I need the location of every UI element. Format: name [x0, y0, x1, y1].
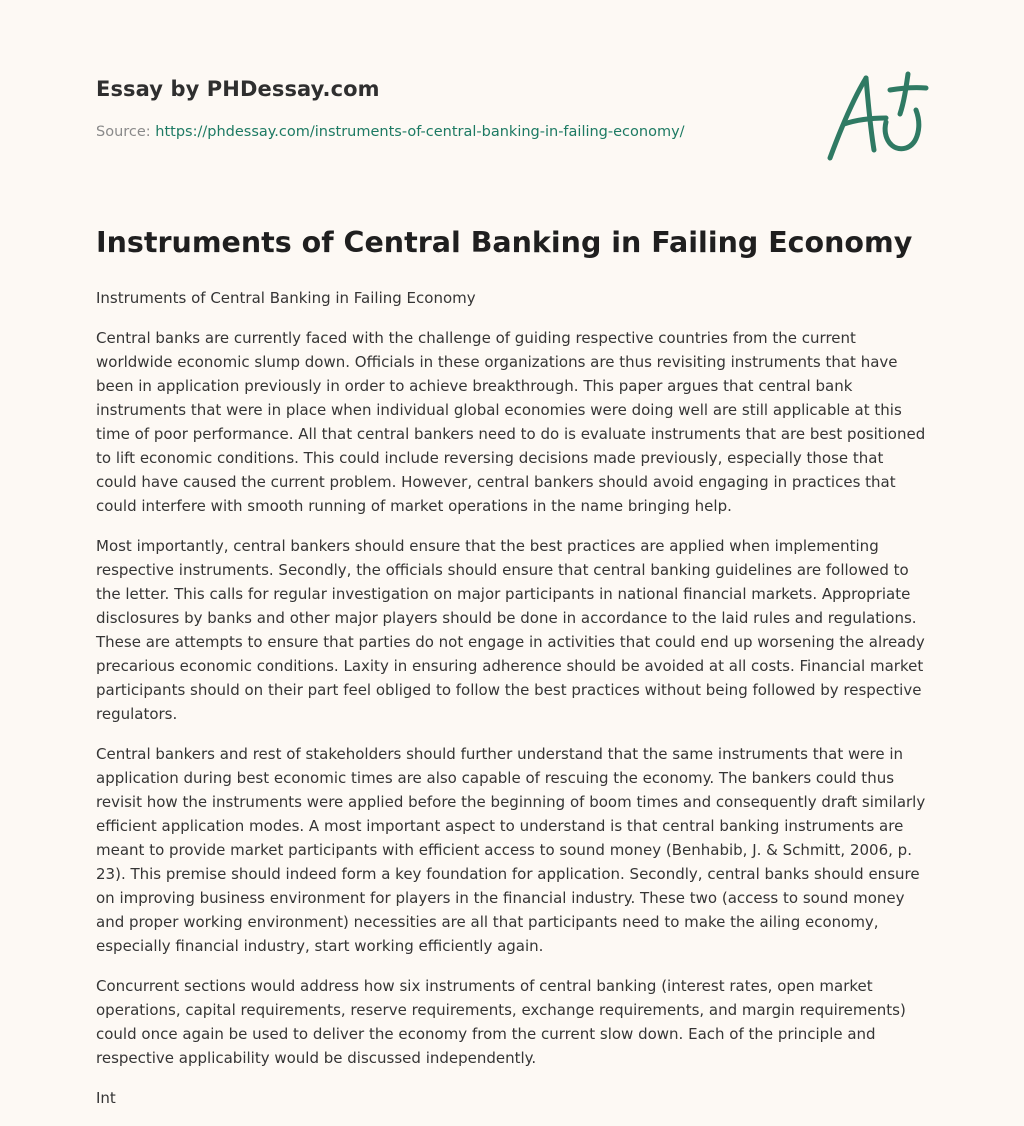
source-link[interactable]: https://phdessay.com/instruments-of-central-banking-in-failing-economy/	[155, 124, 685, 140]
source-label: Source:	[96, 124, 151, 140]
a-plus-logo-icon	[822, 66, 932, 166]
source-line	[96, 124, 685, 140]
essay-paragraph: Central banks are currently faced with the challenge of guiding respective countries from the current worldwide economic slump down. Officials in these organizations are thus revisiting instruments that have been in application previously in order to achieve breakthrough. This paper argues that central bank instruments that were in place when individual global economies were doing well are still applicable at this time of poor performance. All that central bankers need to do is evaluate instruments that are best positioned to lift economic conditions. This could include reversing decisions made previously, especially those that could have caused the current problem. However, central bankers should avoid engaging in practices that could interfere with smooth running of market operations in the name bringing help.	[96, 329, 926, 515]
essay-paragraph: Int	[96, 1089, 116, 1107]
essay-subtitle: Instruments of Central Banking in Failing Economy	[96, 289, 476, 307]
essay-paragraph: Central bankers and rest of stakeholders should further understand that the same instruments that were in application during best economic times are also capable of rescuing the economy. The bankers could thus revisit how the instruments were applied before the beginning of boom times and consequently draft similarly efficient application modes. A most important aspect to understand is that central banking instruments are meant to provide market participants with efficient access to sound money (Benhabib, J. & Schmitt, 2006, p. 23). This premise should indeed form a key foundation for application. Secondly, central banks should ensure on improving business environment for players in the financial industry. These two (access to sound money and proper working environment) necessities are all that participants need to make the ailing economy, especially financial industry, start working efficiently again.	[96, 745, 926, 955]
essay-body	[96, 286, 928, 1126]
essay-title: Instruments of Central Banking in Failing Economy	[96, 226, 913, 259]
site-brand: Essay by PHDessay.com	[96, 77, 380, 101]
essay-paragraph: Most importantly, central bankers should ensure that the best practices are applied when implementing respective instruments. Secondly, the officials should ensure that central banking guidelines are followed to the letter. This calls for regular investigation on major participants in national financial markets. Appropriate disclosures by banks and other major players should be done in accordance to the laid rules and regulations. These are attempts to ensure that parties do not engage in activities that could end up worsening the already precarious economic conditions. Laxity in ensuring adherence should be avoided at all costs. Financial market participants should on their part feel obliged to follow the best practices without being followed by respective regulators.	[96, 537, 925, 723]
essay-paragraph: Concurrent sections would address how six instruments of central banking (interest rates, open market operations, capital requirements, reserve requirements, exchange requirements, and margin requirements) could once again be used to deliver the economy from the current slow down. Each of the principle and respective applicability would be discussed independently.	[96, 977, 906, 1067]
